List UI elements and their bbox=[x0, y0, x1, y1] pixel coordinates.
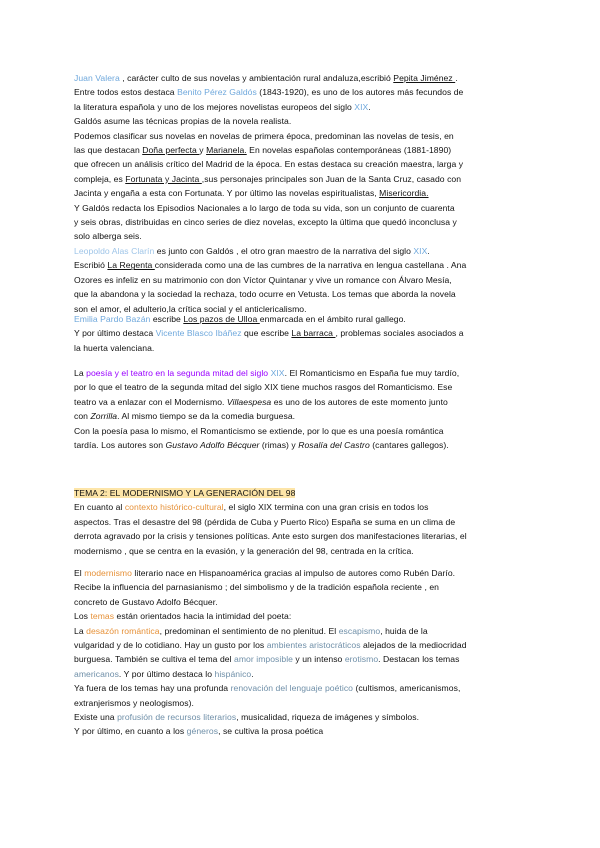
text-span: , musicalidad, riqueza de imágenes y símbolos. bbox=[236, 712, 420, 723]
highlighted-term: géneros bbox=[186, 726, 219, 737]
text-span: . bbox=[427, 245, 430, 256]
text-span: Los bbox=[74, 611, 91, 622]
text-line bbox=[74, 681, 544, 695]
text-span: vulgaridad y de lo cotidiano. Hay un gusto por los bbox=[74, 640, 267, 651]
highlighted-term: temas bbox=[90, 611, 115, 622]
text-span: , el siglo XIX termina con una gran crisis en todos los bbox=[223, 502, 429, 513]
text-line bbox=[74, 114, 544, 128]
text-line bbox=[74, 624, 544, 638]
text-span: la literatura española y uno de los mejores novelistas europeos del siglo bbox=[74, 101, 355, 112]
text-span: Podemos clasificar sus novelas en novelas de primera época, predominan las novelas de tesis, en bbox=[74, 130, 454, 141]
section-realism-novel bbox=[74, 71, 544, 316]
text-span: considerada como una de las cumbres de la narrativa en lengua castellana . Ana bbox=[154, 260, 467, 271]
text-span: . El Romanticismo en España fue muy tardío, bbox=[284, 368, 460, 378]
text-line bbox=[74, 409, 544, 423]
text-line bbox=[74, 638, 544, 652]
text-line bbox=[74, 215, 544, 229]
text-span: y seis obras, distribuidas en cinco series de diez novelas, excepto la última que quedó inconclusa y bbox=[74, 217, 457, 228]
text-span: Jacinta y engaña a esta con Fortunata. Y por último las novelas espiritualistas, bbox=[74, 188, 380, 199]
text-span: Entre todos estos destaca bbox=[74, 87, 178, 98]
highlighted-term: renovación del lenguaje poético bbox=[230, 683, 354, 694]
text-span: (1843-1920), es uno de los autores más fecundos de bbox=[256, 87, 464, 98]
work-title: Los pazos de Ulloa bbox=[183, 314, 260, 324]
text-line bbox=[74, 143, 544, 157]
highlighted-term: Rosalía del Castro bbox=[298, 440, 370, 451]
text-line bbox=[74, 424, 544, 438]
text-line bbox=[74, 667, 544, 681]
text-span: literario nace en Hispanoamérica gracias al impulso de autores como Rubén Darío. bbox=[131, 568, 456, 578]
text-span: compleja, es bbox=[74, 173, 126, 184]
text-span: tardía. Los autores son bbox=[74, 440, 166, 451]
text-line bbox=[74, 229, 544, 243]
text-span: , predominan el sentimiento de no plenitud. El bbox=[159, 625, 339, 636]
text-line bbox=[74, 515, 544, 529]
text-line bbox=[74, 486, 544, 500]
highlighted-term: XIX bbox=[354, 101, 369, 112]
text-span: Recibe la influencia del parnasianismo ; del simbolismo y de la tradición española reciente , en bbox=[74, 582, 439, 593]
text-span: La bbox=[74, 625, 87, 636]
text-span: con bbox=[74, 411, 91, 422]
text-span: . Destacan los temas bbox=[378, 654, 460, 665]
text-span: Ozores es infeliz en su matrimonio con don Víctor Quintanar y vive un romance con Álvaro Mesía, bbox=[74, 274, 452, 285]
text-line bbox=[74, 258, 544, 272]
text-line bbox=[74, 157, 544, 171]
highlighted-term: desazón romántica bbox=[86, 625, 160, 636]
text-line bbox=[74, 724, 544, 738]
text-span: Y por último destaca bbox=[74, 328, 156, 339]
text-span: Y Galdós redacta los Episodios Nacionales a lo largo de toda su vida, son un conjunto de cuarenta bbox=[74, 202, 455, 213]
text-span: que escribe bbox=[241, 328, 292, 339]
text-line bbox=[74, 244, 544, 258]
text-line bbox=[74, 500, 544, 514]
text-line bbox=[74, 566, 544, 580]
text-line bbox=[74, 380, 544, 394]
text-line bbox=[74, 186, 544, 200]
work-title: La barraca bbox=[291, 328, 336, 339]
text-span: (cultismos, americanismos, bbox=[353, 683, 461, 694]
work-title: Fortunata y Jacinta bbox=[125, 173, 202, 184]
text-span: Galdós asume las técnicas propias de la novela realista. bbox=[74, 116, 292, 127]
highlighted-term: Juan Valera bbox=[74, 73, 120, 83]
work-title: La Regenta bbox=[107, 260, 155, 271]
text-span: enmarcada en el ámbito rural gallego. bbox=[259, 314, 406, 324]
text-line bbox=[74, 710, 544, 724]
text-span: son el amor, el adulterio,la crítica social y el anticlericalismo. bbox=[74, 303, 307, 314]
text-span: Ya fuera de los temas hay una profunda bbox=[74, 683, 231, 694]
text-span: En novelas españolas contemporáneas (1881-1890) bbox=[246, 145, 452, 156]
highlighted-term: Leopoldo Alas Clarín bbox=[74, 245, 155, 256]
text-span: . bbox=[251, 668, 254, 679]
text-line bbox=[74, 366, 544, 380]
text-span: modernismo , que se centra en la evasión, y la generación del 98, centrada en la crítica. bbox=[74, 545, 414, 556]
highlighted-term: contexto histórico-cultural bbox=[124, 502, 224, 513]
text-span: , huida de la bbox=[380, 625, 428, 636]
text-span: , se cultiva la prosa poética bbox=[218, 726, 324, 737]
text-span: Escribió bbox=[74, 260, 108, 271]
highlighted-term: XIX bbox=[270, 368, 285, 378]
text-span: (cantares gallegos). bbox=[369, 440, 449, 451]
text-span: . Al mismo tiempo se da la comedia burguesa. bbox=[117, 411, 296, 422]
text-span: aspectos. Tras el desastre del 98 (pérdida de Cuba y Puerto Rico) España se suma en un clima de bbox=[74, 516, 456, 527]
highlighted-term: Emilia Pardo Bazán bbox=[74, 314, 151, 324]
text-span: (rimas) y bbox=[259, 440, 299, 451]
highlighted-term: XIX bbox=[413, 245, 428, 256]
text-span: . Y por último destaca lo bbox=[118, 668, 215, 679]
work-title: Marianela. bbox=[206, 145, 247, 156]
text-span: La bbox=[74, 368, 87, 378]
text-span: es junto con Galdós , el otro gran maestro de la narrativa del siglo bbox=[154, 245, 414, 256]
text-span: ,sus personajes principales son Juan de la Santa Cruz, casado con bbox=[201, 173, 462, 184]
text-line bbox=[74, 129, 544, 143]
work-title: Pepita Jiménez bbox=[393, 73, 456, 83]
text-span: es uno de los autores de este momento junto bbox=[271, 396, 448, 407]
highlighted-term: americanos bbox=[74, 668, 119, 679]
text-span: El bbox=[74, 568, 85, 578]
text-span: y un intenso bbox=[292, 654, 345, 665]
highlighted-term: escapismo bbox=[338, 625, 381, 636]
highlighted-term: modernismo bbox=[84, 568, 132, 578]
text-span: las que destacan bbox=[74, 145, 143, 156]
text-line bbox=[74, 71, 544, 85]
text-line bbox=[74, 395, 544, 409]
text-line bbox=[74, 341, 544, 355]
text-span: extranjerismos y neologismos). bbox=[74, 697, 194, 708]
text-span: teatro va a enlazar con el Modernismo. bbox=[74, 396, 227, 407]
text-span: escribe bbox=[150, 314, 184, 324]
text-line bbox=[74, 696, 544, 710]
text-line bbox=[74, 609, 544, 623]
text-span: derrota agravado por la crisis y tensiones políticas. Ante esto surgen dos manifestaciones literarias, el bbox=[74, 531, 467, 542]
highlighted-term: Vicente Blasco Ibáñez bbox=[155, 328, 242, 339]
text-span: , carácter culto de sus novelas y ambientación rural andaluza,escribió bbox=[119, 73, 394, 83]
highlighted-term: hispánico bbox=[214, 668, 252, 679]
text-line bbox=[74, 544, 544, 558]
highlighted-term: TEMA 2: EL MODERNISMO Y LA GENERACIÓN DEL 98 bbox=[74, 488, 296, 498]
section-modernismo bbox=[74, 566, 544, 739]
text-line bbox=[74, 438, 544, 452]
text-line bbox=[74, 529, 544, 543]
text-span: que la abandona y la sociedad la rechaza, todo ocurre en Vetusta. Los temas que aborda la novela bbox=[74, 289, 456, 300]
text-span: y bbox=[199, 145, 207, 156]
text-span: están orientados hacia la intimidad del poeta: bbox=[114, 611, 292, 622]
text-line bbox=[74, 85, 544, 99]
highlighted-term: poesía y el teatro en la segunda mitad del siglo bbox=[86, 368, 271, 378]
text-span: alejados de la mediocridad bbox=[360, 640, 467, 651]
text-line bbox=[74, 580, 544, 594]
text-span: , problemas sociales asociados a bbox=[335, 328, 464, 339]
text-line bbox=[74, 312, 544, 326]
text-line bbox=[74, 326, 544, 340]
highlighted-term: amor imposible bbox=[234, 654, 293, 665]
text-span: solo alberga seis. bbox=[74, 231, 142, 242]
text-line bbox=[74, 172, 544, 186]
text-span: burguesa. También se cultiva el tema del bbox=[74, 654, 235, 665]
text-line bbox=[74, 100, 544, 114]
text-span: Con la poesía pasa lo mismo, el Romanticismo se extiende, por lo que es una poesía romántica bbox=[74, 425, 444, 436]
text-line bbox=[74, 287, 544, 301]
text-span: concreto de Gustavo Adolfo Bécquer. bbox=[74, 596, 218, 607]
highlighted-term: Zorrilla bbox=[90, 411, 118, 422]
highlighted-term: Villaespesa bbox=[226, 396, 272, 407]
text-span: por lo que el teatro de la segunda mitad del siglo XIX tiene muchos rasgos del Romanticismo. Ese bbox=[74, 382, 453, 393]
text-span: En cuanto al bbox=[74, 502, 125, 513]
text-span: que ofrecen un análisis crítico del Madrid de la época. En estas destaca su creación maestra, larga y bbox=[74, 159, 464, 170]
highlighted-term: erotismo bbox=[344, 654, 379, 665]
highlighted-term: profusión de recursos literarios bbox=[117, 712, 237, 723]
text-line bbox=[74, 273, 544, 287]
text-line bbox=[74, 201, 544, 215]
text-line bbox=[74, 652, 544, 666]
text-span: . bbox=[455, 73, 458, 83]
highlighted-term: Gustavo Adolfo Bécquer bbox=[165, 440, 260, 451]
section-tema-2-context bbox=[74, 486, 544, 558]
highlighted-term: ambientes aristocráticos bbox=[266, 640, 361, 651]
section-pardo-bazan-blasco bbox=[74, 312, 544, 355]
highlighted-term: Benito Pérez Galdós bbox=[177, 87, 257, 98]
text-span: Y por último, en cuanto a los bbox=[74, 726, 187, 737]
text-line bbox=[74, 595, 544, 609]
work-title: Doña perfecta bbox=[142, 145, 200, 156]
text-span: Existe una bbox=[74, 712, 118, 723]
work-title: Misericordia. bbox=[379, 188, 429, 199]
text-span: . bbox=[368, 101, 371, 112]
text-span: la huerta valenciana. bbox=[74, 342, 155, 353]
section-poetry-theatre bbox=[74, 366, 544, 452]
